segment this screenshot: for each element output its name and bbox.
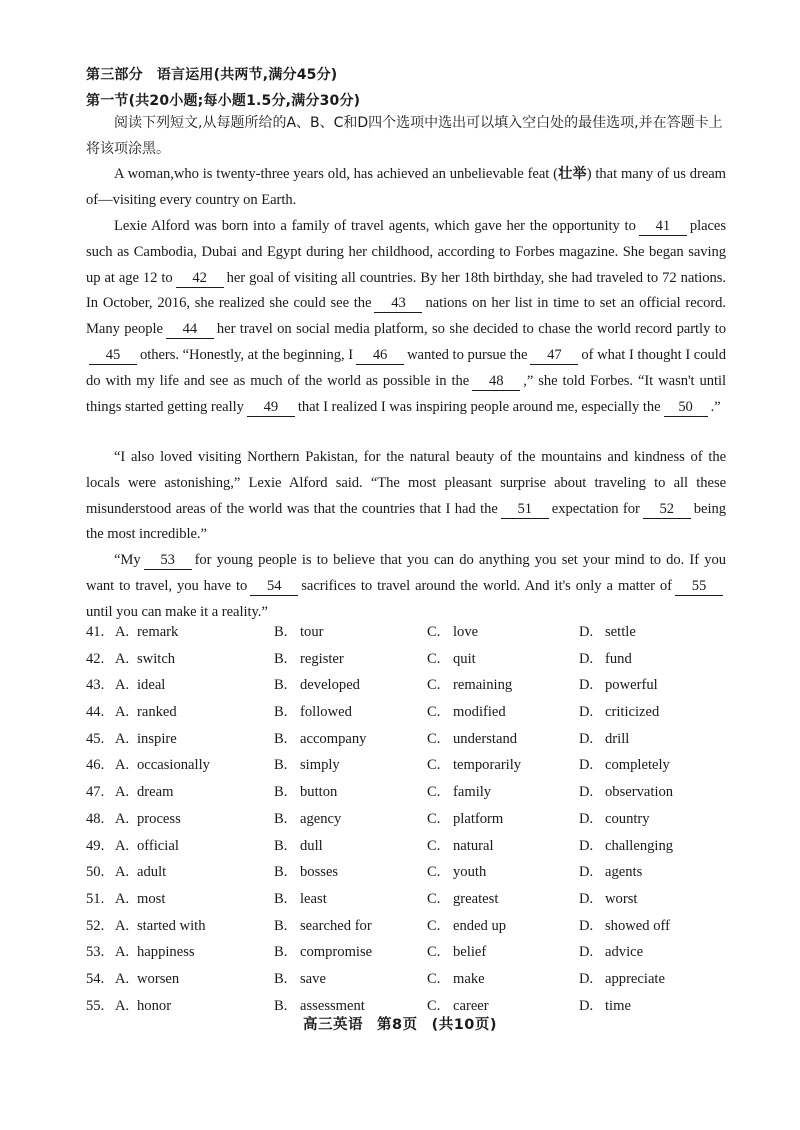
option-text: settle xyxy=(605,624,636,640)
option-text: started with xyxy=(137,917,206,934)
option-letter: D. xyxy=(579,997,594,1014)
option-letter: A. xyxy=(115,757,130,774)
question-number: 43. xyxy=(86,677,105,694)
option-letter: A. xyxy=(115,864,130,881)
text-run: “I also loved visiting Northern Pakistan, for the natural beauty of the mountains and kindness of the locals were astonishing,” Lexie Alford said. “The most pleasant surprise about traveling to all these misunderstood areas of the world was that the countries that I had the xyxy=(86,449,726,517)
option-text: official xyxy=(137,837,179,854)
option-b xyxy=(274,811,341,828)
text-run: “My xyxy=(114,552,141,568)
blank-44: 44 xyxy=(166,321,214,339)
option-d xyxy=(579,651,632,668)
question-row xyxy=(86,838,746,865)
question-row xyxy=(86,784,746,811)
option-text: greatest xyxy=(453,890,499,907)
blank-47: 47 xyxy=(530,347,578,365)
option-letter: C. xyxy=(427,624,441,640)
option-d xyxy=(579,864,642,881)
option-text: agents xyxy=(605,864,643,881)
option-text: agency xyxy=(300,810,342,827)
option-letter: D. xyxy=(579,970,594,987)
question-number: 52. xyxy=(86,917,105,934)
text-run: A woman,who is twenty-three years old, has achieved an unbelievable feat ( xyxy=(114,166,558,182)
option-text: inspire xyxy=(137,730,177,747)
option-a xyxy=(86,944,195,961)
option-letter: A. xyxy=(115,677,130,694)
option-b xyxy=(274,918,372,935)
text-run: .” xyxy=(710,398,721,415)
option-a xyxy=(86,624,178,641)
option-c xyxy=(427,624,478,641)
option-text: temporarily xyxy=(453,757,522,774)
question-row xyxy=(86,864,746,891)
option-text: happiness xyxy=(137,944,195,961)
option-b xyxy=(274,838,323,855)
question-row xyxy=(86,704,746,731)
blank-43: 43 xyxy=(374,295,422,313)
option-letter: D. xyxy=(579,624,594,640)
option-text: register xyxy=(300,650,344,667)
text-run: others. “Honestly, at the beginning, I xyxy=(140,346,354,363)
option-letter: D. xyxy=(579,704,594,721)
text-run: her goal of visiting all countries. By her 18th birthday, she had traveled to 72 nations. In October, 2016, she realized she could see the xyxy=(86,269,726,312)
text-run: that I realized I was inspiring people around me, especially the xyxy=(297,398,661,415)
option-text: tour xyxy=(300,624,324,640)
question-row xyxy=(86,624,746,651)
blank-42: 42 xyxy=(176,270,224,288)
question-row xyxy=(86,731,746,758)
footer-page: 第8页 xyxy=(376,1017,418,1033)
text-run: sacrifices to travel around the world. And it's only a matter of xyxy=(301,577,672,594)
option-a xyxy=(86,838,179,855)
option-b xyxy=(274,757,340,774)
option-letter: D. xyxy=(579,784,594,801)
option-text: remark xyxy=(137,624,179,640)
option-letter: B. xyxy=(274,624,288,640)
text-run: ,” she told Forbes. “It wasn't until things started getting really xyxy=(86,372,727,415)
option-letter: D. xyxy=(579,944,594,961)
option-text: observation xyxy=(605,784,674,801)
blank-55: 55 xyxy=(675,578,723,596)
question-number: 49. xyxy=(86,837,105,854)
blank-50: 50 xyxy=(664,399,708,417)
option-text: career xyxy=(453,997,489,1014)
option-letter: A. xyxy=(115,730,130,747)
question-row xyxy=(86,677,746,704)
passage-paragraph-4 xyxy=(86,548,726,625)
option-letter: C. xyxy=(427,757,441,774)
answer-options xyxy=(86,624,746,1024)
text-run: expectation for xyxy=(551,500,640,517)
option-letter: C. xyxy=(427,917,441,934)
text-run: nations on her list in time to set an official record. Many people xyxy=(86,295,726,338)
option-text: occasionally xyxy=(137,757,210,774)
text-run: until you can make it a reality.” xyxy=(86,603,268,620)
page-footer xyxy=(0,1013,800,1034)
question-row xyxy=(86,651,746,678)
option-text: switch xyxy=(137,650,176,667)
option-letter: B. xyxy=(274,917,288,934)
option-letter: A. xyxy=(115,837,130,854)
option-text: button xyxy=(300,784,338,801)
option-text: understand xyxy=(453,730,518,747)
question-number: 50. xyxy=(86,864,105,881)
option-b xyxy=(274,891,327,908)
option-text: save xyxy=(300,970,326,987)
text-run: being the most incredible.” xyxy=(86,500,726,543)
option-d xyxy=(579,971,665,988)
option-letter: B. xyxy=(274,810,288,827)
option-letter: B. xyxy=(274,837,288,854)
option-letter: B. xyxy=(274,704,288,721)
blank-53: 53 xyxy=(144,552,192,570)
option-c xyxy=(427,811,503,828)
option-a xyxy=(86,891,165,908)
blank-54: 54 xyxy=(250,578,298,596)
question-row xyxy=(86,811,746,838)
option-letter: B. xyxy=(274,944,288,961)
question-row xyxy=(86,918,746,945)
question-number: 46. xyxy=(86,757,105,774)
question-number: 48. xyxy=(86,810,105,827)
option-letter: D. xyxy=(579,677,594,694)
option-text: bosses xyxy=(300,864,339,881)
part-title: 第三部分 xyxy=(86,67,143,83)
option-text: remaining xyxy=(453,677,513,694)
option-text: ended up xyxy=(453,917,507,934)
option-letter: A. xyxy=(115,704,130,721)
option-text: appreciate xyxy=(605,970,665,987)
footer-subject: 高三英语 xyxy=(302,1017,363,1033)
option-letter: A. xyxy=(115,970,130,987)
option-letter: C. xyxy=(427,730,441,747)
option-letter: D. xyxy=(579,837,594,854)
option-c xyxy=(427,918,506,935)
option-text: modified xyxy=(453,704,506,721)
option-c xyxy=(427,838,494,855)
blank-52: 52 xyxy=(643,501,691,519)
option-text: quit xyxy=(453,650,476,667)
text-run: places such as Cambodia, Dubai and Egypt during her childhood, according to Forbes magazine. She began saving up at age 12 to xyxy=(86,218,726,286)
option-c xyxy=(427,784,491,801)
option-c xyxy=(427,971,485,988)
question-row xyxy=(86,891,746,918)
option-text: love xyxy=(453,624,479,640)
option-b xyxy=(274,944,372,961)
option-b xyxy=(274,677,360,694)
blank-49: 49 xyxy=(247,399,295,417)
option-letter: A. xyxy=(115,997,130,1014)
option-text: searched for xyxy=(300,917,372,934)
option-text: challenging xyxy=(605,837,674,854)
option-letter: B. xyxy=(274,997,288,1014)
chinese-gloss: 壮举 xyxy=(557,166,587,182)
option-text: natural xyxy=(453,837,494,854)
question-row xyxy=(86,971,746,998)
option-b xyxy=(274,651,344,668)
option-c xyxy=(427,864,486,881)
option-letter: A. xyxy=(115,890,130,907)
option-b xyxy=(274,971,326,988)
option-text: platform xyxy=(453,810,504,827)
part-heading xyxy=(86,64,337,84)
option-letter: A. xyxy=(115,917,130,934)
text-run: ) that many of us dream of—visiting every country on Earth. xyxy=(86,166,726,208)
option-letter: B. xyxy=(274,757,288,774)
option-text: worsen xyxy=(137,970,180,987)
option-letter: A. xyxy=(115,810,130,827)
text-run: for young people is to believe that you can do anything you set your mind to do. If you want to travel, you have to xyxy=(86,552,726,594)
option-c xyxy=(427,757,521,774)
option-text: simply xyxy=(300,757,340,774)
option-d xyxy=(579,757,670,774)
question-number: 45. xyxy=(86,730,105,747)
option-text: youth xyxy=(453,864,487,881)
option-letter: D. xyxy=(579,917,594,934)
option-text: ranked xyxy=(137,704,177,721)
option-text: powerful xyxy=(605,677,658,694)
option-text: family xyxy=(453,784,492,801)
footer-total: (共10页) xyxy=(431,1017,498,1033)
option-d xyxy=(579,784,673,801)
option-a xyxy=(86,757,210,774)
option-text: completely xyxy=(605,757,670,774)
blank-51: 51 xyxy=(501,501,549,519)
option-letter: D. xyxy=(579,810,594,827)
option-c xyxy=(427,704,506,721)
option-letter: C. xyxy=(427,650,441,667)
question-row xyxy=(86,757,746,784)
option-a xyxy=(86,731,177,748)
option-letter: C. xyxy=(427,970,441,987)
option-text: dream xyxy=(137,784,174,801)
option-letter: C. xyxy=(427,890,441,907)
question-number: 47. xyxy=(86,784,105,801)
question-number: 44. xyxy=(86,704,105,721)
question-number: 51. xyxy=(86,890,105,907)
option-c xyxy=(427,891,498,908)
passage-paragraph-2 xyxy=(86,214,726,420)
option-letter: C. xyxy=(427,944,441,961)
option-letter: A. xyxy=(115,784,130,801)
option-letter: B. xyxy=(274,890,288,907)
option-text: least xyxy=(300,890,327,907)
option-letter: D. xyxy=(579,890,594,907)
option-b xyxy=(274,784,337,801)
question-number: 42. xyxy=(86,650,105,667)
option-text: showed off xyxy=(605,917,670,934)
passage-paragraph-3 xyxy=(86,445,726,548)
option-c xyxy=(427,677,512,694)
option-a xyxy=(86,811,181,828)
option-letter: C. xyxy=(427,810,441,827)
blank-45: 45 xyxy=(89,347,137,365)
passage-paragraph-1 xyxy=(86,162,726,214)
question-row xyxy=(86,944,746,971)
option-letter: C. xyxy=(427,677,441,694)
option-letter: D. xyxy=(579,730,594,747)
option-letter: C. xyxy=(427,997,441,1014)
question-number: 55. xyxy=(86,997,105,1014)
option-letter: C. xyxy=(427,864,441,881)
option-text: criticized xyxy=(605,704,660,721)
section-title: 第一节(共20小题;每小题1.5分,满分30分) xyxy=(86,93,361,109)
option-a xyxy=(86,704,177,721)
option-text: advice xyxy=(605,944,644,961)
question-number: 41. xyxy=(86,624,105,640)
option-d xyxy=(579,731,629,748)
option-text: accompany xyxy=(300,730,367,747)
option-text: compromise xyxy=(300,944,373,961)
text-run: of what I thought I could do with my life and see as much of the world as possible in the xyxy=(86,346,726,389)
option-text: worst xyxy=(605,890,638,907)
text-run: wanted to pursue the xyxy=(407,346,528,363)
option-b xyxy=(274,624,324,641)
option-text: fund xyxy=(605,650,632,667)
option-d xyxy=(579,704,659,721)
option-letter: D. xyxy=(579,864,594,881)
option-letter: A. xyxy=(115,624,130,640)
option-text: time xyxy=(605,997,631,1014)
option-text: developed xyxy=(300,677,360,694)
option-letter: C. xyxy=(427,704,441,721)
option-letter: C. xyxy=(427,784,441,801)
text-run: Lexie Alford was born into a family of travel agents, which gave her the opportunity to xyxy=(114,218,636,234)
option-d xyxy=(579,677,658,694)
option-letter: B. xyxy=(274,730,288,747)
option-text: adult xyxy=(137,864,167,881)
option-letter: B. xyxy=(274,970,288,987)
part-subtitle: 语言运用(共两节,满分45分) xyxy=(156,67,338,83)
question-number: 54. xyxy=(86,970,105,987)
option-a xyxy=(86,784,173,801)
option-text: most xyxy=(137,890,166,907)
option-a xyxy=(86,651,175,668)
text-run: her travel on social media platform, so she decided to chase the world record partly to xyxy=(216,321,727,338)
option-d xyxy=(579,891,637,908)
option-b xyxy=(274,864,338,881)
blank-41: 41 xyxy=(639,218,687,236)
option-text: ideal xyxy=(137,677,166,694)
option-text: country xyxy=(605,810,650,827)
option-text: belief xyxy=(453,944,487,961)
option-a xyxy=(86,864,166,881)
option-letter: D. xyxy=(579,757,594,774)
question-number: 53. xyxy=(86,944,105,961)
option-b xyxy=(274,704,352,721)
option-text: drill xyxy=(605,730,630,747)
option-a xyxy=(86,971,179,988)
option-text: honor xyxy=(137,997,172,1014)
option-b xyxy=(274,731,366,748)
option-letter: B. xyxy=(274,784,288,801)
option-letter: A. xyxy=(115,650,130,667)
instruction-text: 阅读下列短文,从每题所给的A、B、C和D四个选项中选出可以填入空白处的最佳选项,并在答题卡上将该项涂黑。 xyxy=(86,115,723,157)
option-letter: B. xyxy=(274,650,288,667)
option-letter: D. xyxy=(579,650,594,667)
option-c xyxy=(427,731,517,748)
option-d xyxy=(579,811,650,828)
option-text: dull xyxy=(300,837,323,854)
option-text: assessment xyxy=(300,997,365,1014)
option-a xyxy=(86,677,165,694)
option-c xyxy=(427,651,476,668)
option-letter: C. xyxy=(427,837,441,854)
option-d xyxy=(579,918,670,935)
option-d xyxy=(579,944,643,961)
blank-46: 46 xyxy=(356,347,404,365)
option-text: followed xyxy=(300,704,352,721)
blank-48: 48 xyxy=(472,373,520,391)
option-d xyxy=(579,624,636,641)
option-a xyxy=(86,918,206,935)
option-c xyxy=(427,944,486,961)
option-d xyxy=(579,838,673,855)
option-letter: A. xyxy=(115,944,130,961)
option-text: process xyxy=(137,810,181,827)
option-letter: B. xyxy=(274,677,288,694)
option-text: make xyxy=(453,970,485,987)
option-letter: B. xyxy=(274,864,288,881)
